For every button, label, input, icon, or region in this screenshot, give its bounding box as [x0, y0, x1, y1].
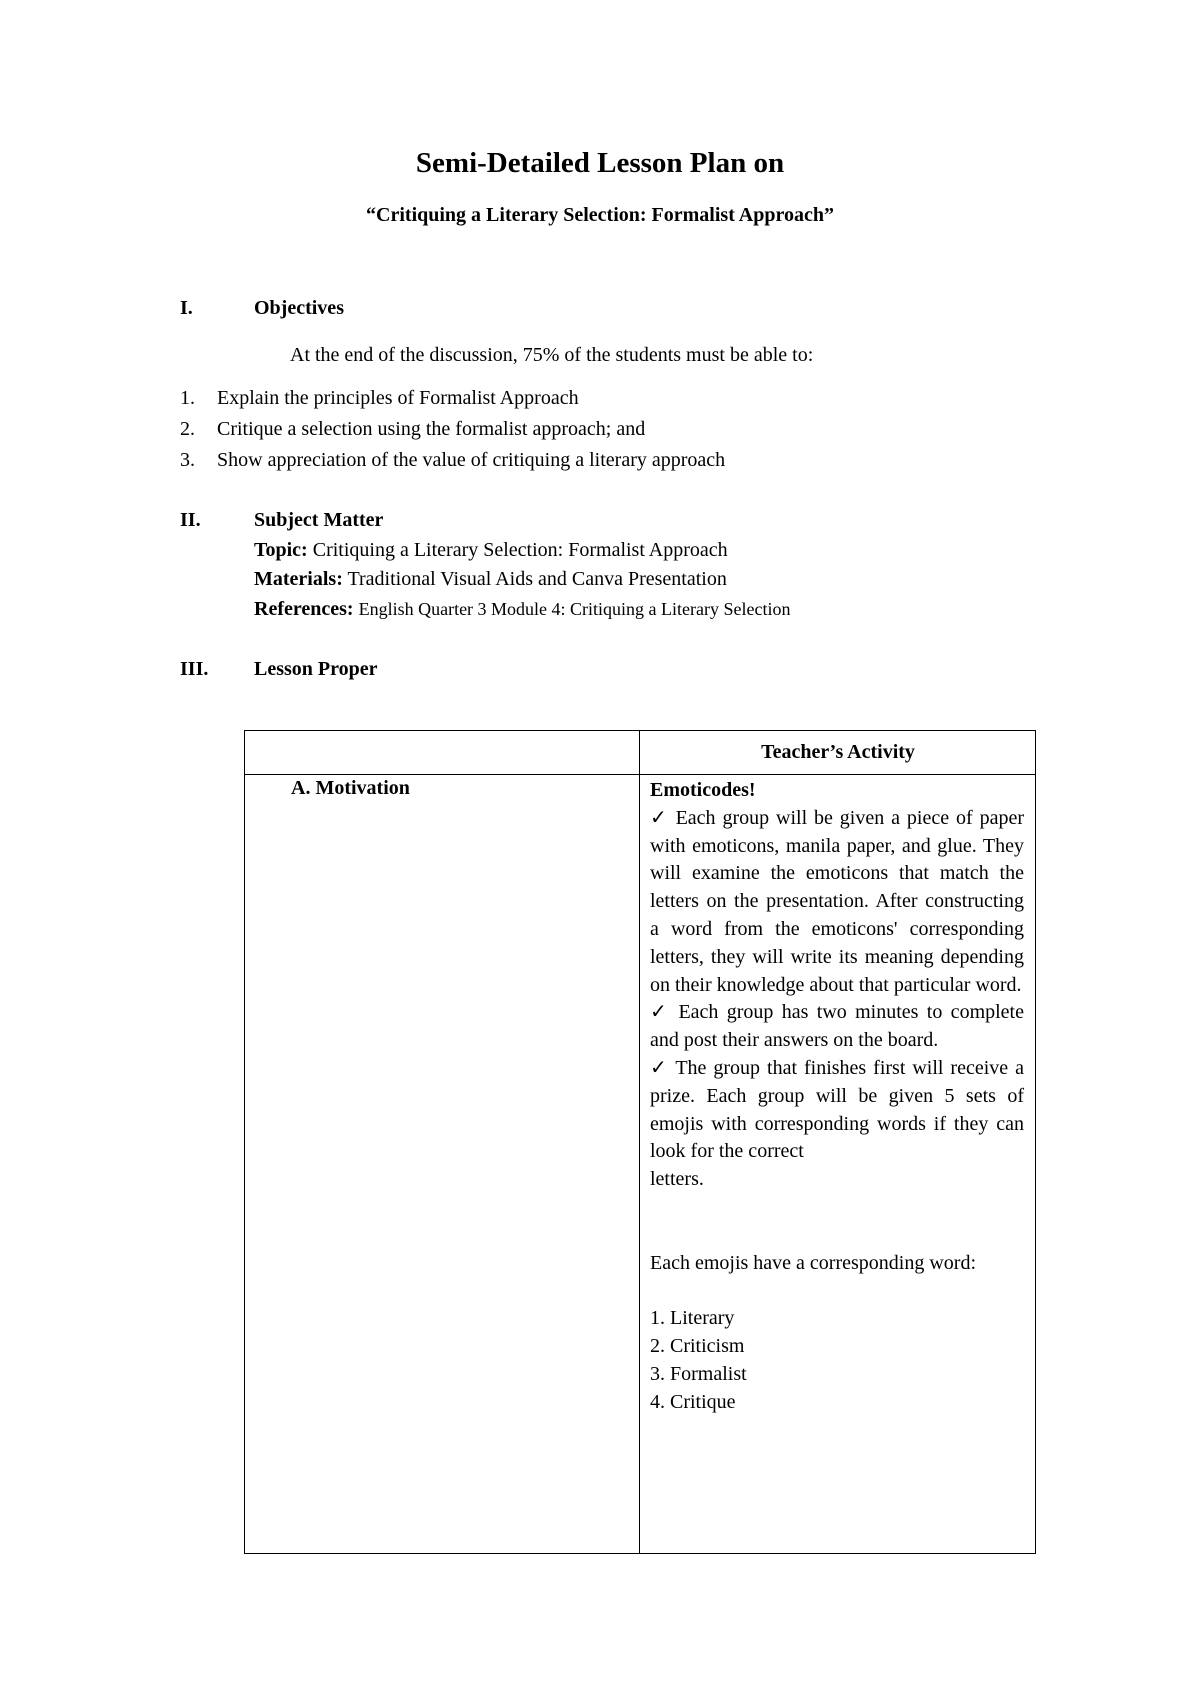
table-header-teacher-activity: Teacher’s Activity — [761, 741, 915, 763]
word-list-item: 1. Literary — [650, 1307, 735, 1330]
references-label: References: — [254, 598, 354, 620]
section-heading-subject-matter: Subject Matter — [254, 509, 384, 531]
topic-label: Topic: — [254, 539, 308, 561]
section-heading-lesson-proper: Lesson Proper — [254, 658, 378, 680]
objective-number: 1. — [180, 387, 195, 409]
word-list-item: 3. Formalist — [650, 1362, 747, 1385]
row-label-motivation: A. Motivation — [291, 777, 410, 799]
activity-bullet: ✓ Each group will be given a piece of paper with emoticons, manila paper, and glue. They will examine the emoticons that match the letters on the presentation. After constructing a word from the emoticons' corresponding letters, they will write its meaning depending on their knowledge about that particular word. — [650, 806, 1024, 996]
materials-line — [254, 566, 727, 593]
activity-bullet: ✓ Each group has two minutes to complete and post their answers on the board. — [650, 1001, 1024, 1052]
emoji-intro: Each emojis have a corresponding word: — [650, 1251, 977, 1274]
page-subtitle: “Critiquing a Literary Selection: Formalist Approach” — [366, 204, 834, 226]
page-title: Semi-Detailed Lesson Plan on — [415, 147, 785, 179]
objective-item: Critique a selection using the formalist approach; and — [217, 418, 646, 440]
table-header-divider — [245, 774, 1035, 775]
materials-label: Materials: — [254, 568, 343, 590]
topic-line — [254, 537, 728, 564]
objective-item: Show appreciation of the value of critiquing a literary approach — [217, 449, 726, 471]
activity-bullet-continuation: letters. — [650, 1168, 704, 1191]
section-number-objectives: I. — [180, 297, 193, 319]
activity-title: Emoticodes! — [650, 779, 756, 801]
activity-bullet: ✓ The group that finishes first will receive a prize. Each group will be given 5 sets of emojis with corresponding words if they can look for the correct — [650, 1056, 1024, 1163]
lesson-table — [244, 730, 1036, 1554]
objective-number: 3. — [180, 449, 195, 471]
word-list-item: 2. Criticism — [650, 1334, 745, 1357]
materials-value: Traditional Visual Aids and Canva Presentation — [347, 568, 727, 590]
objective-item: Explain the principles of Formalist Approach — [217, 387, 579, 409]
references-line — [254, 596, 790, 623]
topic-value: Critiquing a Literary Selection: Formalist Approach — [312, 539, 728, 561]
teacher-activity-cell — [650, 777, 1024, 1416]
references-value: English Quarter 3 Module 4: Critiquing a Literary Selection — [358, 599, 791, 619]
table-column-divider — [639, 731, 640, 1553]
section-number-subject-matter: II. — [180, 509, 201, 531]
section-heading-objectives: Objectives — [254, 297, 344, 319]
objective-number: 2. — [180, 418, 195, 440]
word-list-item: 4. Critique — [650, 1390, 736, 1413]
objectives-intro: At the end of the discussion, 75% of the students must be able to: — [290, 344, 814, 366]
section-number-lesson-proper: III. — [180, 658, 209, 680]
